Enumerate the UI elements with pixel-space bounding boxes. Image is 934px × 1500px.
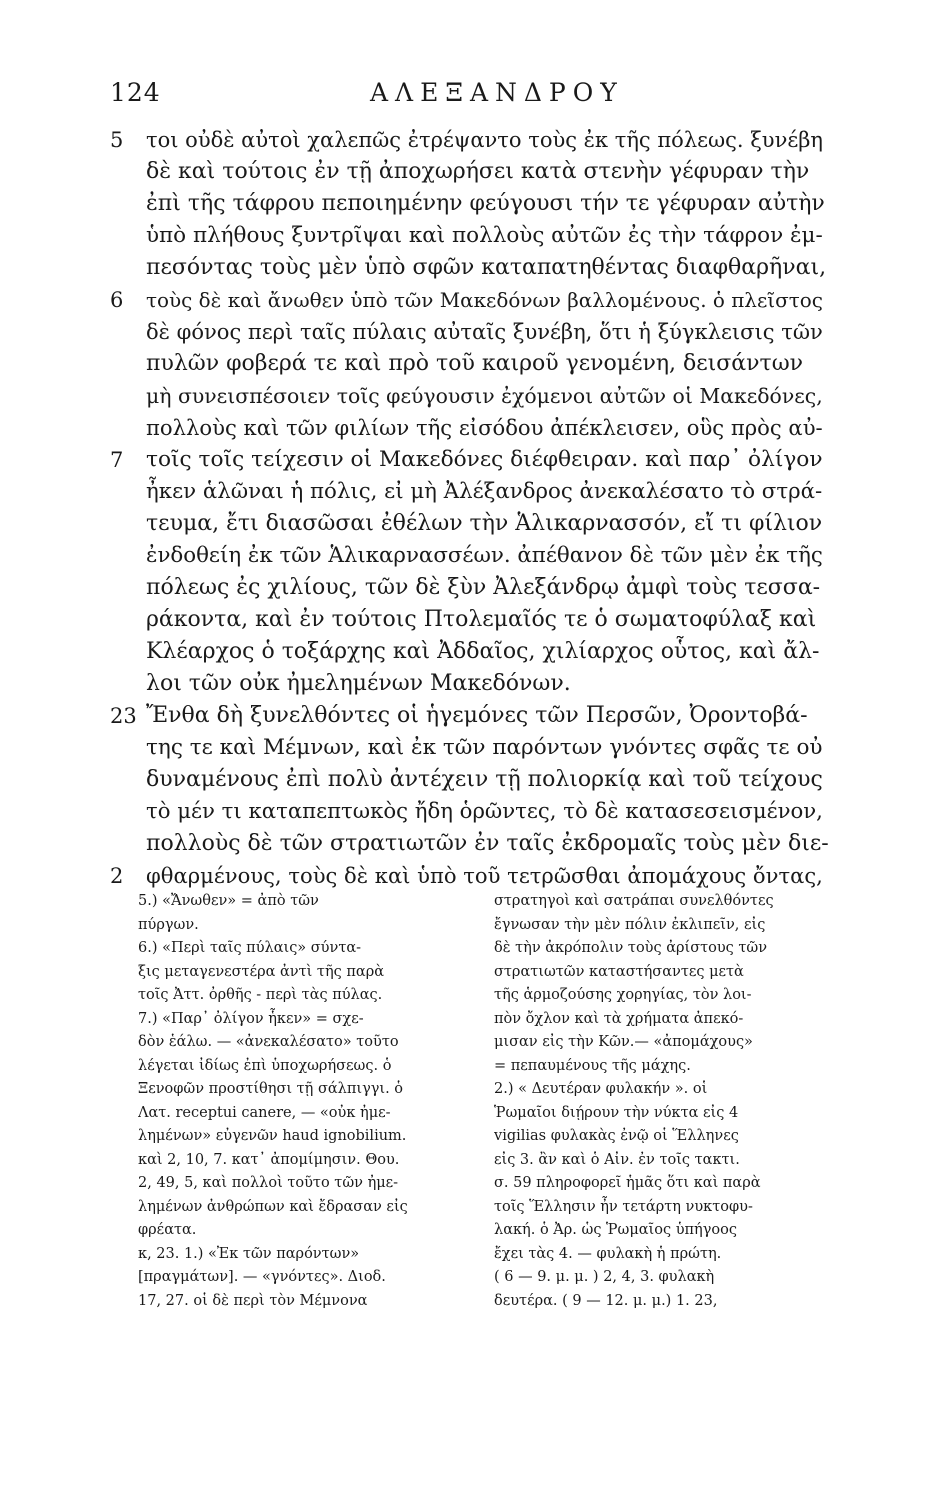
footnote-line: τῆς ἁρμοζούσης χορηγίας, τὸν λοι- bbox=[494, 987, 752, 1003]
footnote-line: ( 6 — 9. μ. μ. ) 2, 4, 3. φυλακὴ bbox=[494, 1269, 715, 1285]
text-line bbox=[110, 604, 830, 636]
line-text: δὲ καὶ τούτοις ἐν τῇ ἀποχωρήσει κατὰ στενὴν γέφυραν τὴν bbox=[146, 159, 810, 184]
line-text: ὑπὸ πλήθους ξυντρῖψαι καὶ πολλοὺς αὐτῶν ἐς τὴν τάφρον ἐμ- bbox=[146, 223, 823, 248]
line-text: δυναμένους ἐπὶ πολὺ ἀντέχειν τῇ πολιορκίᾳ καὶ τοῦ τείχους bbox=[146, 767, 823, 792]
line-text: πολλοὺς καὶ τῶν φιλίων τῆς εἰσόδου ἀπέκλεισεν, οὓς πρὸς αὐ- bbox=[146, 415, 823, 440]
text-line bbox=[110, 476, 830, 508]
section-number: 6 bbox=[110, 288, 124, 312]
footnote-line: Ῥωμαῖοι διῄρουν τὴν νύκτα εἰς 4 bbox=[494, 1104, 739, 1121]
footnote-line: [πραγμάτων]. — «γνόντες». Διοδ. bbox=[138, 1269, 386, 1285]
text-line bbox=[110, 252, 830, 284]
text-line bbox=[110, 668, 830, 700]
footnote-line: κ, 23. 1.) «Ἐκ τῶν παρόντων» bbox=[138, 1245, 360, 1262]
footnote-line: ἔγνωσαν τὴν μὲν πόλιν ἐκλιπεῖν, εἰς bbox=[494, 916, 766, 933]
footnote-line: στρατηγοὶ καὶ σατράπαι συνελθόντες bbox=[494, 893, 774, 909]
line-text: λοι τῶν οὐκ ἠμελημένων Μακεδόνων. bbox=[146, 671, 571, 696]
footnote-line: ἔχει τὰς 4. — φυλακὴ ἡ πρώτη. bbox=[494, 1245, 722, 1262]
text-line bbox=[110, 348, 830, 380]
footnote-line: μισαν εἰς τὴν Κῶν.— «ἀπομάχους» bbox=[494, 1034, 753, 1050]
footnote-line: = πεπαυμένους τῆς μάχης. bbox=[494, 1057, 691, 1074]
text-line bbox=[110, 380, 830, 412]
text-line bbox=[110, 508, 830, 540]
footnote-line: ξις μεταγενεστέρα ἀντὶ τῆς παρὰ bbox=[138, 963, 385, 980]
footnotes-left-column bbox=[138, 890, 478, 1313]
footnote-line: δὸν ἑάλω. — «ἀνεκαλέσατο» τοῦτο bbox=[138, 1034, 399, 1050]
section-number: 5 bbox=[110, 128, 124, 152]
text-line bbox=[110, 572, 830, 604]
text-line bbox=[110, 316, 830, 348]
main-text-block bbox=[110, 124, 830, 892]
footnote-line: πύργων. bbox=[138, 916, 199, 933]
text-line bbox=[110, 444, 830, 476]
section-number: 7 bbox=[110, 448, 124, 472]
section-number: 23 bbox=[110, 704, 137, 728]
footnote-line: 6.) «Περὶ ταῖς πύλαις» σύντα- bbox=[138, 940, 362, 956]
line-text: τοῖς τοῖς τείχεσιν οἱ Μακεδόνες διέφθειραν. καὶ παρ᾽ ὀλίγον bbox=[146, 447, 823, 472]
footnote-line: 5.) «Ἄνωθεν» = ἀπὸ τῶν bbox=[138, 893, 319, 909]
footnote-line: καὶ 2, 10, 7. κατ᾽ ἀπομίμησιν. Θου. bbox=[138, 1151, 400, 1168]
text-line bbox=[110, 764, 830, 796]
text-line bbox=[110, 124, 830, 156]
text-line bbox=[110, 220, 830, 252]
footnote-line: τοῖς Ἕλλησιν ἦν τετάρτη νυκτοφυ- bbox=[494, 1198, 753, 1215]
line-text: πυλῶν φοβερά τε καὶ πρὸ τοῦ καιροῦ γενομένη, δεισάντων bbox=[146, 351, 804, 376]
footnotes-right-column bbox=[494, 890, 834, 1313]
text-line bbox=[110, 156, 830, 188]
line-text: ράκοντα, καὶ ἐν τούτοις Πτολεμαῖός τε ὁ σωματοφύλαξ καὶ bbox=[146, 607, 817, 632]
footnote-line: φρέατα. bbox=[138, 1222, 197, 1238]
footnote-line: Ξενοφῶν προστίθησι τῇ σάλπιγγι. ὁ bbox=[138, 1081, 404, 1097]
line-text: ἦκεν ἁλῶναι ἡ πόλις, εἰ μὴ Ἀλέξανδρος ἀνεκαλέσατο τὸ στρά- bbox=[146, 479, 823, 504]
line-text: πεσόντας τοὺς μὲν ὑπὸ σφῶν καταπατηθέντας διαφθαρῆναι, bbox=[146, 255, 827, 280]
text-line bbox=[110, 828, 830, 860]
line-text: πολλοὺς δὲ τῶν στρατιωτῶν ἐν ταῖς ἐκδρομαῖς τοὺς μὲν διε- bbox=[146, 831, 829, 856]
footnote-line: λημένων» εὐγενῶν haud ignobilium. bbox=[138, 1128, 407, 1144]
line-text: μὴ συνεισπέσοιεν τοῖς φεύγουσιν ἐχόμενοι αὐτῶν οἱ Μακεδόνες, bbox=[146, 384, 823, 408]
line-text: της τε καὶ Μέμνων, καὶ ἐκ τῶν παρόντων γνόντες σφᾶς τε οὐ bbox=[146, 735, 823, 760]
footnote-line: vigilias φυλακὰς ἐνῷ οἱ Ἕλληνες bbox=[494, 1128, 739, 1144]
line-text: πόλεως ἐς χιλίους, τῶν δὲ ξὺν Ἀλεξάνδρῳ ἀμφὶ τοὺς τεσσα- bbox=[146, 575, 821, 600]
footnote-line: λημένων ἀνθρώπων καὶ ἔδρασαν εἰς bbox=[138, 1198, 408, 1215]
text-line bbox=[110, 796, 830, 828]
text-line bbox=[110, 860, 830, 892]
line-text: Κλέαρχος ὁ τοξάρχης καὶ Ἀδδαῖος, χιλίαρχος οὗτος, καὶ ἄλ- bbox=[146, 639, 820, 664]
footnote-line: εἰς 3. ἂν καὶ ὁ Αἰν. ἐν τοῖς τακτι. bbox=[494, 1151, 740, 1168]
footnote-line: Λατ. receptui canere, — «οὐκ ἠμε- bbox=[138, 1104, 391, 1121]
text-line bbox=[110, 540, 830, 572]
page-header bbox=[110, 78, 830, 118]
line-text: τοι οὐδὲ αὐτοὶ χαλεπῶς ἐτρέψαντο τοὺς ἐκ τῆς πόλεως. ξυνέβη bbox=[146, 127, 823, 152]
footnote-line: 2, 49, 5, καὶ πολλοὶ τοῦτο τῶν ἠμε- bbox=[138, 1175, 399, 1191]
line-text: τοὺς δὲ καὶ ἄνωθεν ὑπὸ τῶν Μακεδόνων βαλλομένους. ὁ πλεῖστος bbox=[146, 288, 823, 312]
line-text: ἐπὶ τῆς τάφρου πεποιημένην φεύγουσι τήν τε γέφυραν αὐτὴν bbox=[146, 191, 825, 216]
text-line bbox=[110, 412, 830, 444]
footnote-line: 7.) «Παρ᾽ ὀλίγον ἧκεν» = σχε- bbox=[138, 1010, 364, 1027]
running-title: ΑΛΕΞΑΝΔΡΟΥ bbox=[370, 78, 624, 107]
line-text: τὸ μέν τι καταπεπτωκὸς ἤδη ὁρῶντες, τὸ δὲ κατασεσεισμένον, bbox=[146, 799, 823, 824]
page-number: 124 bbox=[110, 78, 161, 107]
footnote-line: στρατιωτῶν καταστήσαντες μετὰ bbox=[494, 963, 744, 980]
line-text: Ἔνθα δὴ ξυνελθόντες οἱ ἡγεμόνες τῶν Περσῶν, Ὀροντοβά- bbox=[146, 703, 808, 728]
text-line bbox=[110, 732, 830, 764]
line-text: δὲ φόνος περὶ ταῖς πύλαις αὐταῖς ξυνέβη, ὅτι ἡ ξύγκλεισις τῶν bbox=[146, 319, 823, 344]
footnote-line: 2.) « Δευτέραν φυλακήν ». οἱ bbox=[494, 1081, 708, 1097]
line-text: φθαρμένους, τοὺς δὲ καὶ ὑπὸ τοῦ τετρῶσθαι ἀπομάχους ὄντας, bbox=[146, 863, 823, 888]
footnote-line: σ. 59 πληροφορεῖ ἡμᾶς ὅτι καὶ παρὰ bbox=[494, 1175, 761, 1191]
footnote-line: δὲ τὴν ἀκρόπολιν τοὺς ἀρίστους τῶν bbox=[494, 940, 768, 956]
footnote-line: λακή. ὁ Ἀρ. ὡς Ῥωμαῖος ὑπήγοος bbox=[494, 1222, 737, 1238]
text-line bbox=[110, 636, 830, 668]
section-number: 2 bbox=[110, 864, 124, 888]
footnote-line: λέγεται ἰδίως ἐπὶ ὑποχωρήσεως. ὁ bbox=[138, 1057, 392, 1074]
footnote-line: δευτέρα. ( 9 — 12. μ. μ.) 1. 23, bbox=[494, 1292, 718, 1309]
line-text: τευμα, ἔτι διασῶσαι ἐθέλων τὴν Ἁλικαρνασσόν, εἴ τι φίλιον bbox=[146, 511, 823, 536]
text-line bbox=[110, 700, 830, 732]
text-line bbox=[110, 284, 830, 316]
footnote-line: πὸν ὄχλον καὶ τὰ χρήματα ἀπεκό- bbox=[494, 1010, 744, 1027]
footnote-line: 17, 27. οἱ δὲ περὶ τὸν Μέμνονα bbox=[138, 1292, 368, 1309]
text-line bbox=[110, 188, 830, 220]
footnote-line: τοῖς Ἀττ. ὀρθῆς - περὶ τὰς πύλας. bbox=[138, 987, 383, 1003]
line-text: ἐνδοθείη ἐκ τῶν Ἁλικαρνασσέων. ἀπέθανον δὲ τῶν μὲν ἐκ τῆς bbox=[146, 543, 823, 568]
